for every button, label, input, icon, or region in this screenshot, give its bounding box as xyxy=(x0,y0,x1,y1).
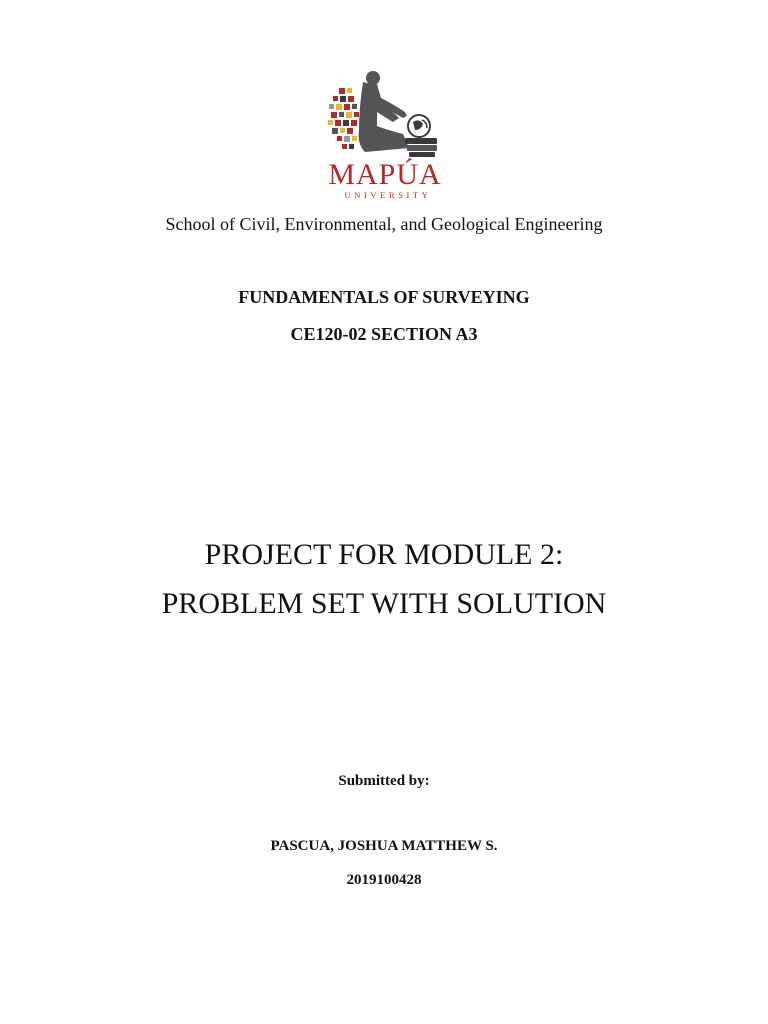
project-title-line-1: PROJECT FOR MODULE 2: xyxy=(204,538,564,571)
student-id: 2019100428 xyxy=(346,872,422,888)
logo-globe-and-books xyxy=(405,115,437,157)
course-title: FUNDAMENTALS OF SURVEYING xyxy=(238,287,530,307)
logo-subtext: UNIVERSITY xyxy=(344,190,432,200)
course-section: CE120-02 SECTION A3 xyxy=(290,324,478,344)
mapua-university-logo xyxy=(325,68,445,202)
submitted-by-label: Submitted by: xyxy=(338,773,430,789)
logo-wordmark: MAPÚA xyxy=(328,158,442,191)
logo-emblem-icon xyxy=(325,68,445,160)
logo-pixel-mosaic xyxy=(328,88,359,149)
logo-seated-figure xyxy=(359,71,409,152)
school-name: School of Civil, Environmental, and Geological Engineering xyxy=(165,214,603,234)
project-title-line-2: PROBLEM SET WITH SOLUTION xyxy=(161,587,607,620)
student-name: PASCUA, JOSHUA MATTHEW S. xyxy=(270,838,498,854)
